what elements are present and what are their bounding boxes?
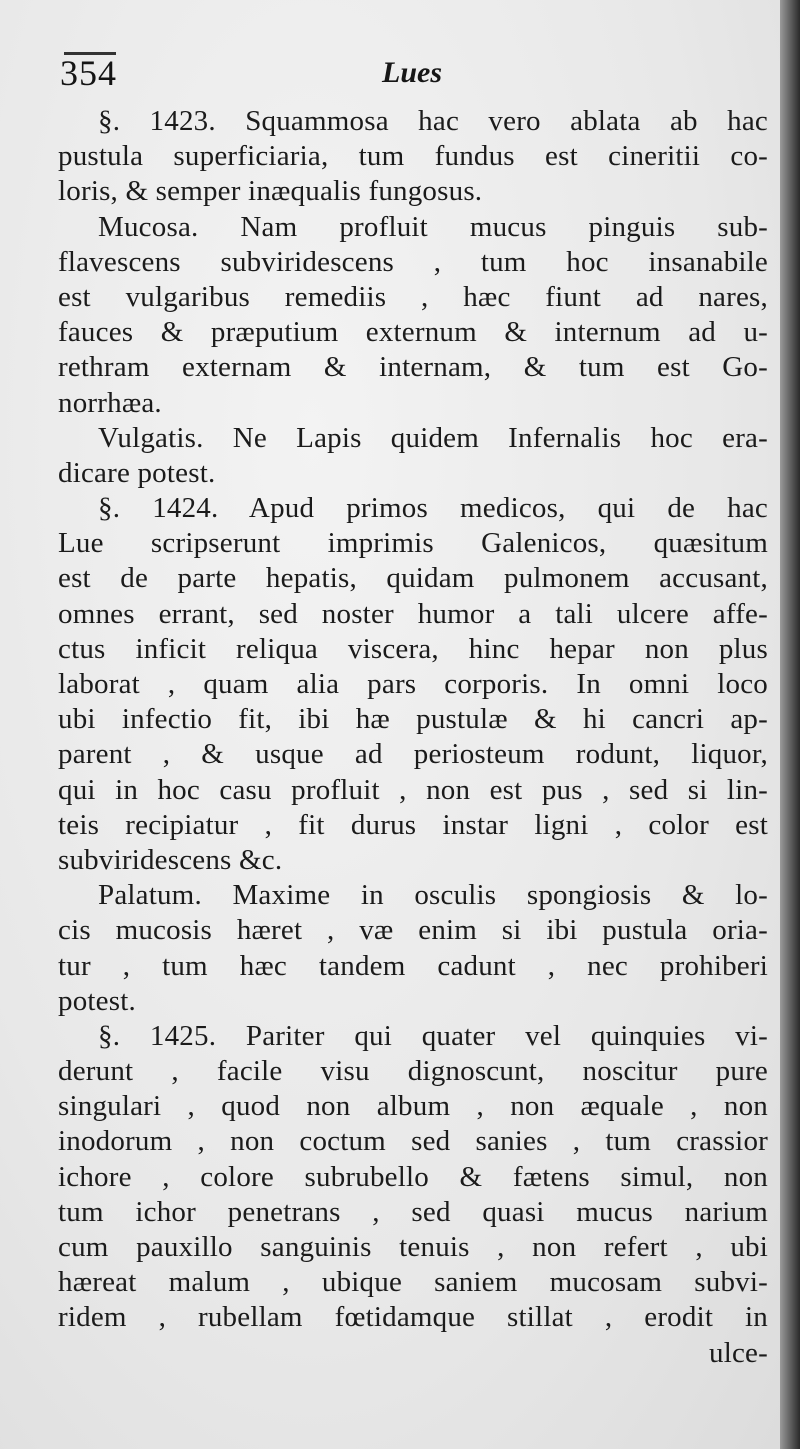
text-line: qui in hoc casu profluit , non est pus , sed si lin-: [58, 773, 768, 806]
text-line: Palatum. Maxime in osculis spongiosis & lo-: [98, 879, 768, 912]
body-text: [58, 104, 768, 1371]
text-line: ridem , rubellam fœtidamque stillat , erodit in: [58, 1301, 768, 1334]
text-line: ulce-: [709, 1336, 768, 1369]
text-line: ichore , colore subrubello & fætens simul, non: [58, 1160, 768, 1193]
text-line: §. 1424. Apud primos medicos, qui de hac: [98, 492, 768, 525]
text-line: §. 1423. Squammosa hac vero ablata ab hac: [98, 105, 768, 137]
text-line: Lue scripserunt imprimis Galenicos, quæsitum: [58, 527, 768, 560]
text-line: loris, & semper inæqualis fungosus.: [58, 175, 483, 208]
text-line: Mucosa. Nam profluit mucus pinguis sub-: [98, 210, 768, 243]
text-line: tum ichor penetrans , sed quasi mucus narium: [58, 1195, 768, 1228]
text-line: potest.: [58, 984, 136, 1017]
page-header: [60, 52, 760, 98]
text-line: laborat , quam alia pars corporis. In omni loco: [58, 668, 768, 700]
running-head: Lues: [382, 56, 442, 89]
text-line: hæreat malum , ubique saniem mucosam subvi-: [58, 1266, 768, 1299]
text-line: est vulgaribus remediis , hæc fiunt ad nares,: [58, 280, 768, 313]
text-line: teis recipiatur , fit durus instar ligni , color est: [58, 808, 768, 841]
text-line: §. 1425. Pariter qui quater vel quinquies vi-: [98, 1019, 768, 1052]
page-edge: [780, 0, 800, 1449]
text-line: subviridescens &c.: [58, 843, 283, 876]
text-line: est de parte hepatis, quidam pulmonem accusant,: [58, 562, 768, 595]
text-line: parent , & usque ad periosteum rodunt, liquor,: [58, 738, 768, 771]
text-line: cum pauxillo sanguinis tenuis , non refert , ubi: [58, 1231, 768, 1263]
text-line: fauces & præputium externum & internum ad u-: [58, 316, 768, 349]
text-line: pustula superficiaria, tum fundus est cineritii co-: [58, 140, 768, 173]
text-line: ctus inficit reliqua viscera, hinc hepar non plus: [58, 632, 768, 665]
text-line: derunt , facile visu dignoscunt, noscitur pure: [58, 1055, 768, 1088]
text-line: Vulgatis. Ne Lapis quidem Infernalis hoc era-: [98, 421, 768, 454]
text-line: rethram externam & internam, & tum est Go-: [58, 351, 768, 384]
text-line: inodorum , non coctum sed sanies , tum crassior: [58, 1125, 768, 1158]
text-line: omnes errant, sed noster humor a tali ulcere affe-: [58, 597, 768, 630]
page-number: 354: [60, 53, 117, 93]
text-line: flavescens subviridescens , tum hoc insanabile: [58, 245, 768, 278]
text-line: dicare potest.: [58, 456, 216, 489]
text-line: norrhæa.: [58, 386, 162, 419]
text-line: ubi infectio fit, ibi hæ pustulæ & hi cancri ap-: [58, 703, 768, 736]
text-line: singulari , quod non album , non æquale , non: [58, 1090, 768, 1123]
text-line: cis mucosis hæret , væ enim si ibi pustula oria-: [58, 914, 768, 947]
text-line: tur , tum hæc tandem cadunt , nec prohiberi: [58, 949, 768, 982]
